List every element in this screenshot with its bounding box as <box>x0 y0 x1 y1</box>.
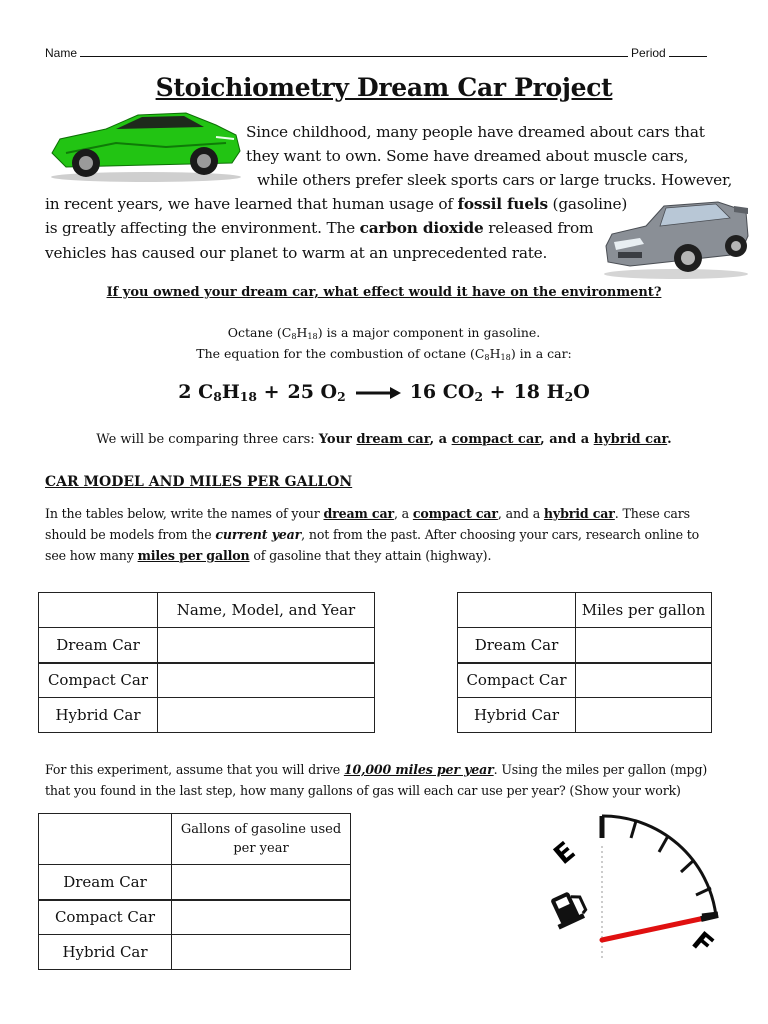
plus-sign-1: + <box>256 381 280 403</box>
table2-answer-cell[interactable] <box>576 628 712 663</box>
table2-answer-cell[interactable] <box>576 698 712 733</box>
s1-text-10: , not from the past. After choosing your cars, research online to <box>301 527 700 542</box>
intro-line-3: while others prefer sleek sports cars or large trucks. However, <box>257 171 733 189</box>
table2-row-label: Dream Car <box>458 628 576 663</box>
plus-sign-2: + <box>483 381 506 403</box>
reactant-octane-sub-c: 8 <box>213 389 222 405</box>
product-co2 <box>410 381 506 404</box>
reactant-octane <box>178 381 279 404</box>
s1-text-8: should be models from the <box>45 527 216 542</box>
gauge-arc <box>602 816 716 916</box>
s1-miles-per-gallon: miles per gallon <box>137 548 250 563</box>
table3-row-label: Hybrid Car <box>39 935 172 970</box>
table3-answer-cell[interactable] <box>172 935 351 970</box>
table1-answer-cell[interactable] <box>158 663 375 698</box>
environment-question: If you owned your dream car, what effect would it have on the environment? <box>106 285 662 300</box>
s1-hybrid-car: hybrid car <box>543 506 615 521</box>
octane-line-1 <box>0 325 768 341</box>
comparison-hybrid-car: hybrid car <box>593 432 668 447</box>
intro-line-5-a: is greatly affecting the environment. The <box>45 219 360 237</box>
intro-line-5-c: released from <box>483 219 594 237</box>
s1-text-11: see how many <box>45 548 138 563</box>
octane-line-2-c: ) in a car: <box>510 346 572 361</box>
octane-line-1-sub-1: 8 <box>291 331 297 342</box>
s2-text-1: For this experiment, assume that you will drive <box>45 762 344 777</box>
table3-answer-cell[interactable] <box>172 865 351 900</box>
product-water-o: O <box>573 381 590 403</box>
table1-answer-cell[interactable] <box>158 628 375 663</box>
intro-line-4 <box>45 192 627 217</box>
table3-row-label: Compact Car <box>39 900 172 935</box>
table3-answer-cell[interactable] <box>172 900 351 935</box>
green-sports-car-image <box>46 107 244 183</box>
product-co2-co: 16 CO <box>409 381 475 403</box>
gauge-tick <box>659 836 668 852</box>
fuel-gauge <box>536 808 736 968</box>
table1-row-label: Hybrid Car <box>39 698 158 733</box>
comparison-sep-1: , a <box>429 432 452 447</box>
name-label: Name <box>45 46 78 60</box>
comparison-period: . <box>667 432 672 447</box>
table2-row-label: Hybrid Car <box>458 698 576 733</box>
gallons-per-year-table <box>38 813 351 970</box>
octane-line-1-b: H <box>296 325 308 340</box>
combustion-equation <box>0 381 768 404</box>
comparison-sep-2: , and a <box>540 432 594 447</box>
table1-row-label: Compact Car <box>39 663 158 698</box>
octane-line-2-b: H <box>489 346 501 361</box>
s1-current-year: current year <box>215 527 302 542</box>
product-water <box>514 381 590 404</box>
intro-line-4-a: in recent years, we have learned that human usage of <box>45 195 458 213</box>
reactant-oxygen-o: 25 O <box>287 381 338 403</box>
octane-line-2-sub-2: 18 <box>500 352 511 363</box>
table1-row-label: Dream Car <box>39 628 158 663</box>
comparison-line <box>0 432 768 447</box>
octane-line-2-sub-1: 8 <box>484 352 490 363</box>
comparison-your: Your <box>318 432 357 447</box>
gauge-tick <box>631 821 636 838</box>
s1-compact-car: compact car <box>412 506 498 521</box>
reactant-oxygen <box>288 381 346 404</box>
octane-line-1-sub-2: 18 <box>307 331 318 342</box>
reactant-octane-h: H <box>221 381 240 403</box>
intro-line-1: Since childhood, many people have dreamed about cars that <box>246 123 705 141</box>
intro-line-6: vehicles has caused our planet to warm at an unprecedented rate. <box>45 244 548 262</box>
table2-corner-cell <box>458 593 576 628</box>
comparison-dream-car: dream car <box>356 432 430 447</box>
table3-corner-cell <box>39 814 172 865</box>
s2-text-3: . Using the miles per gallon (mpg) <box>493 762 708 777</box>
table3-header: Gallons of gasoline used per year <box>172 814 351 865</box>
table3-row-label: Dream Car <box>39 865 172 900</box>
intro-line-2: they want to own. Some have dreamed about muscle cars, <box>246 147 689 165</box>
section1-paragraph <box>45 503 725 566</box>
miles-per-gallon-table <box>457 592 712 733</box>
octane-line-2 <box>0 346 768 362</box>
table2-answer-cell[interactable] <box>576 663 712 698</box>
s1-dream-car: dream car <box>323 506 394 521</box>
section2-paragraph <box>45 759 725 801</box>
fuel-pump-icon <box>547 888 589 930</box>
table1-header: Name, Model, and Year <box>158 593 375 628</box>
gauge-needle-tip <box>701 915 718 919</box>
s1-text-13: of gasoline that they attain (highway). <box>249 548 492 563</box>
octane-line-1-a: Octane (C <box>227 325 292 340</box>
s1-text-7: . These cars <box>614 506 690 521</box>
gauge-full-label: F <box>685 926 719 961</box>
gauge-empty-label: E <box>548 836 582 871</box>
reactant-octane-c: 2 C <box>178 381 214 403</box>
name-blank[interactable] <box>80 46 628 57</box>
octane-line-1-c: ) is a major component in gasoline. <box>317 325 541 340</box>
section-heading-car-model: CAR MODEL AND MILES PER GALLON <box>45 474 353 490</box>
table1-answer-cell[interactable] <box>158 698 375 733</box>
reactant-oxygen-sub: 2 <box>337 389 346 405</box>
s1-text-3: , a <box>393 506 413 521</box>
comparison-intro: We will be comparing three cars: <box>96 432 319 447</box>
period-label: Period <box>631 46 666 60</box>
table1-corner-cell <box>39 593 158 628</box>
s2-text-4: that you found in the last step, how many gallons of gas will each car use per year? (Show your work) <box>45 783 681 798</box>
table2-row-label: Compact Car <box>458 663 576 698</box>
period-blank[interactable] <box>669 46 707 57</box>
octane-line-2-a: The equation for the combustion of octane (C <box>196 346 485 361</box>
gray-sedan-image <box>600 196 752 280</box>
carbon-dioxide-term: carbon dioxide <box>359 219 484 237</box>
fossil-fuels-term: fossil fuels <box>457 195 548 213</box>
s1-text-1: In the tables below, write the names of your <box>45 506 324 521</box>
intro-line-4-c: (gasoline) <box>547 195 628 213</box>
product-water-sub: 2 <box>564 389 574 405</box>
reactant-octane-sub-h: 18 <box>239 389 257 405</box>
s1-text-5: , and a <box>497 506 544 521</box>
name-model-year-table <box>38 592 375 733</box>
product-co2-sub: 2 <box>474 389 484 405</box>
reaction-arrow-icon <box>354 386 402 400</box>
intro-line-5 <box>45 216 593 241</box>
product-water-h: 18 H <box>513 381 565 403</box>
s2-miles-per-year: 10,000 miles per year <box>343 762 494 777</box>
gauge-tick <box>681 860 694 872</box>
name-period-line <box>45 46 725 60</box>
table2-header: Miles per gallon <box>576 593 712 628</box>
page-title: Stoichiometry Dream Car Project <box>155 73 613 102</box>
comparison-compact-car: compact car <box>451 432 541 447</box>
